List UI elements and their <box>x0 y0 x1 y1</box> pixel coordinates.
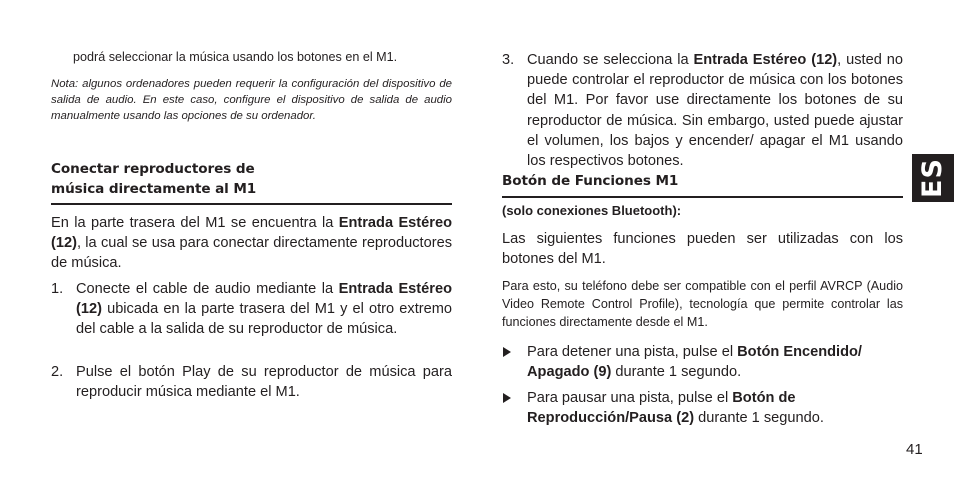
bullet-text <box>527 388 903 428</box>
subheading: (solo conexiones Bluetooth): <box>502 203 682 218</box>
bullet-text-a: Para detener una pista, pulse el <box>527 344 738 360</box>
bullet-text-c: durante 1 segundo. <box>694 410 824 427</box>
language-tab <box>912 154 954 202</box>
item-text-bold: Entrada Estéreo (12) <box>76 281 452 318</box>
page-number: 41 <box>906 441 923 458</box>
bullet-text-a: Para pausar una pista, pulse el <box>527 390 733 406</box>
triangle-bullet-icon <box>503 393 511 403</box>
bullet-item-pause <box>502 388 903 428</box>
list-number: 2. <box>51 364 64 380</box>
language-tab-label: ES <box>917 158 948 198</box>
section-heading-connect <box>51 159 452 199</box>
note-text: Nota: algunos ordenadores pueden requerir la configuración del dispositivo de salida de audio. En este caso, configure el dispositivo de salida de audio manualmente usando las opciones de su ordenador. <box>51 78 452 122</box>
list-number: 1. <box>51 281 64 297</box>
list-text: Pulse el botón Play de su reproductor de música para reproducir música mediante el M1. <box>76 364 452 401</box>
list-text <box>76 279 452 340</box>
heading-rule <box>502 196 903 198</box>
heading-line-2: música directamente al M1 <box>51 181 257 197</box>
bullet-text-bold: Botón de Reproducción/Pausa (2) <box>527 390 796 427</box>
avrcp-note: Para esto, su teléfono debe ser compatible con el perfil AVRCP (Audio Video Remote Control Profile), tecnología que permite controlar las funciones directamente desde el M1. <box>502 279 903 329</box>
list-item-3 <box>502 50 903 171</box>
triangle-bullet-icon <box>503 347 511 357</box>
bullet-text <box>527 342 903 382</box>
section-heading-functions: Botón de Funciones M1 <box>502 173 679 189</box>
heading-line-1: Conectar reproductores de <box>51 161 255 177</box>
item-text-a: Cuando se selecciona la <box>527 52 694 68</box>
bullet-text-bold: Botón Encendido/ Apagado (9) <box>527 344 862 381</box>
list-text <box>527 50 903 171</box>
bullet-item-stop <box>502 342 903 382</box>
intro-text-bold: Entrada Estéreo (12) <box>51 215 452 252</box>
bullet-text-c: durante 1 segundo. <box>611 364 742 381</box>
list-item-1 <box>51 279 452 340</box>
intro-text-a: En la parte trasera del M1 se encuentra la <box>51 215 339 231</box>
item-text-bold: Entrada Estéreo (12) <box>693 52 838 68</box>
item-text-a: Conecte el cable de audio mediante la <box>76 281 339 297</box>
item-text-c: ubicada en la parte trasera del M1 y el otro extremo del cable a la salida de su reproductor de música. <box>76 301 452 338</box>
functions-intro: Las siguientes funciones pueden ser utilizadas con los botones del M1. <box>502 231 903 268</box>
continuation-text: podrá seleccionar la música usando los botones en el M1. <box>73 50 398 64</box>
heading-rule <box>51 203 452 205</box>
list-item-2 <box>51 362 452 402</box>
item-text-c: , usted no puede controlar el reproductor de música con los botones del M1. Por favor use directamente los botones de su reproductor de música. Sin embargo, usted puede ajustar el volumen, los bajos y encender/ apagar el M1 usando los respectivos botones. <box>527 52 903 170</box>
intro-paragraph <box>51 213 452 274</box>
list-number: 3. <box>502 52 515 68</box>
intro-text-c: , la cual se usa para conectar directamente reproductores de música. <box>51 235 452 272</box>
